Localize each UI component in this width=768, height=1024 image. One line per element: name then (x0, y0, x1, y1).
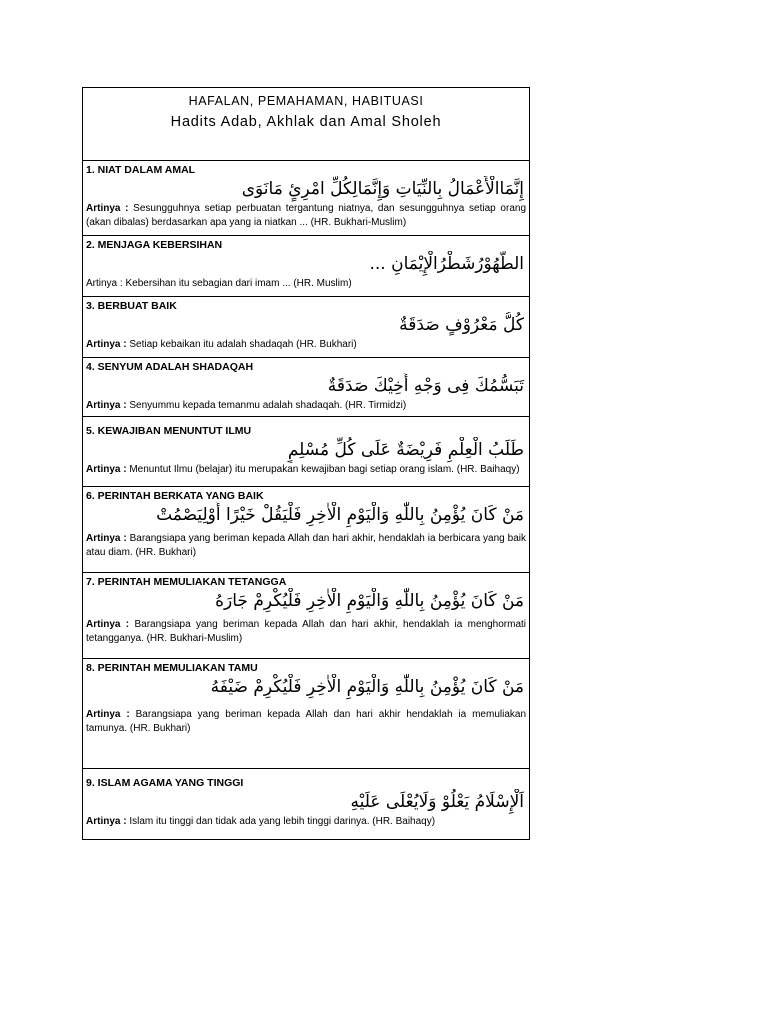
hadith-item (83, 573, 529, 659)
hadith-arabic: مَنْ كَانَ يُؤْمِنُ بِاللّٰهِ وَالْيَوْمِ الْاٰخِرِ فَلْيُكْرِمْ ضَيْفَهُ (210, 677, 524, 697)
hadith-translation (86, 399, 526, 413)
hadith-arabic: إِنَّمَاالْأَعْمَالُ بِالنِّيَاتِ وَإِنَّمَالِكُلِّ امْرِئٍ مَانَوَى (241, 179, 524, 199)
hadith-translation (86, 532, 526, 559)
hadith-item (83, 659, 529, 769)
hadith-heading: 1. NIAT DALAM AMAL (86, 164, 196, 176)
hadith-translation (86, 815, 526, 829)
translation-text: Menuntut Ilmu (belajar) itu merupakan kewajiban bagi setiap orang islam. (HR. Baihaqy) (126, 464, 520, 475)
hadith-arabic: طَلَبُ الْعِلْمِ فَرِيْضَةٌ عَلَى كُلِّ مُسْلِمٍ (287, 440, 524, 460)
translation-label: Artinya : (86, 400, 127, 411)
hadith-heading: 6. PERINTAH BERKATA YANG BAIK (86, 490, 264, 502)
hadith-item (83, 769, 529, 839)
translation-text: Islam itu tinggi dan tidak ada yang lebih tinggi darinya. (HR. Baihaqy) (126, 816, 436, 827)
hadith-heading: 5. KEWAJIBAN MENUNTUT ILMU (86, 425, 252, 437)
hadith-item (83, 417, 529, 487)
hadith-heading: 7. PERINTAH MEMULIAKAN TETANGGA (86, 576, 287, 588)
hadith-heading: 3. BERBUAT BAIK (86, 300, 177, 312)
hadith-translation (86, 463, 526, 477)
hadith-item (83, 161, 529, 236)
hadith-table (82, 87, 530, 840)
hadith-arabic: اَلْإِسْلَامُ يَعْلُوْ وَلَايُعْلَى عَلَيْهِ (350, 792, 524, 812)
hadith-heading: 8. PERINTAH MEMULIAKAN TAMU (86, 662, 258, 674)
translation-label: Artinya : (86, 709, 130, 720)
hadith-arabic: مَنْ كَانَ يُؤْمِنُ بِاللّٰهِ وَالْيَوْمِ الْاٰخِرِ فَلْيَقُلْ خَيْرًا أَوْلِيَصْمُتْ (156, 505, 524, 525)
translation-label: Artinya : (86, 533, 127, 544)
translation-text: Barangsiapa yang beriman kepada Allah dan hari akhir, hendaklah ia menghormati tetangganya. (HR. Bukhari-Muslim) (86, 619, 527, 644)
hadith-translation (86, 277, 526, 291)
hadith-item (83, 487, 529, 573)
document-title: HAFALAN, PEMAHAMAN, HABITUASI (188, 94, 424, 108)
title-box (83, 88, 529, 161)
hadith-arabic: الطُّهُوْرُشَطْرُالْإِيْمَانِ ... (369, 254, 524, 274)
translation-text: Barangsiapa yang beriman kepada Allah dan hari akhir, hendaklah ia berbicara yang baik atau diam. (HR. Bukhari) (86, 533, 526, 558)
hadith-translation (86, 618, 526, 645)
translation-text: Sesungguhnya setiap perbuatan tergantung niatnya, dan sesungguhnya setiap orang (akan dibalas) berdasarkan apa yang ia niatkan ... (HR. Bukhari-Muslim) (86, 203, 527, 228)
translation-label: Artinya : (86, 816, 127, 827)
hadith-item (83, 236, 529, 297)
hadith-translation (86, 338, 526, 352)
translation-text: Artinya : Kebersihan itu sebagian dari imam ... (HR. Muslim) (86, 278, 352, 289)
hadith-heading: 2. MENJAGA KEBERSIHAN (86, 239, 223, 251)
translation-text: Barangsiapa yang beriman kepada Allah dan hari akhir hendaklah ia memuliakan tamunya. (HR. Bukhari) (86, 709, 527, 734)
hadith-item (83, 358, 529, 417)
hadith-translation (86, 202, 526, 229)
translation-text: Setiap kebaikan itu adalah shadaqah (HR. Bukhari) (126, 339, 357, 350)
hadith-arabic: كُلُّ مَعْرُوْفٍ صَدَقَةٌ (399, 315, 524, 335)
hadith-heading: 9. ISLAM AGAMA YANG TINGGI (86, 777, 244, 789)
translation-label: Artinya : (86, 464, 127, 475)
hadith-heading: 4. SENYUM ADALAH SHADAQAH (86, 361, 254, 373)
hadith-translation (86, 708, 526, 735)
translation-label: Artinya : (86, 203, 129, 214)
document-subtitle: Hadits Adab, Akhlak dan Amal Sholeh (170, 114, 442, 130)
hadith-arabic: تَبَسُّمُكَ فِى وَجْهِ أَخِيْكَ صَدَقَةٌ (327, 376, 524, 396)
translation-text: Senyummu kepada temanmu adalah shadaqah. (HR. Tirmidzi) (126, 400, 407, 411)
translation-label: Artinya : (86, 619, 130, 630)
hadith-arabic: مَنْ كَانَ يُؤْمِنُ بِاللّٰهِ وَالْيَوْمِ الْاٰخِرِ فَلْيُكْرِمْ جَارَهُ (215, 591, 524, 611)
translation-label: Artinya : (86, 339, 127, 350)
hadith-item (83, 297, 529, 358)
